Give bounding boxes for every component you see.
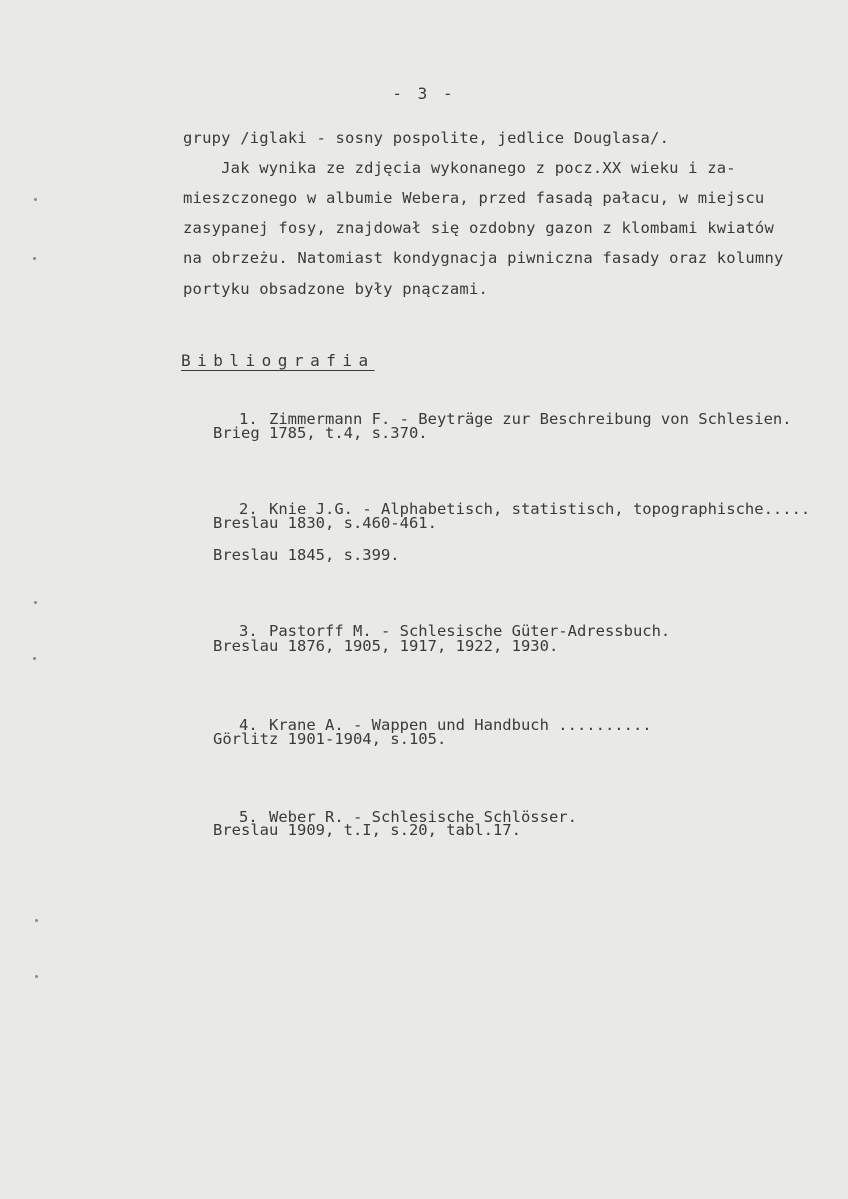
- bibliography-item-number: 4.: [239, 716, 258, 734]
- bibliography-item-number: 1.: [239, 410, 258, 428]
- bibliography-item-detail: Brieg 1785, t.4, s.370.: [213, 424, 428, 442]
- bibliography-item-detail: Breslau 1830, s.460-461.: [213, 514, 437, 532]
- scan-mark: [35, 975, 38, 978]
- bibliography-item-title: Zimmermann F. - Beyträge zur Beschreibung von Schlesien.: [269, 410, 792, 428]
- scan-mark: [34, 601, 37, 604]
- scan-mark: [35, 919, 38, 922]
- bibliography-item-title: Weber R. - Schlesische Schlösser.: [269, 808, 577, 826]
- bibliography-item-detail: Breslau 1876, 1905, 1917, 1922, 1930.: [213, 637, 559, 655]
- paragraph-line: mieszczonego w albumie Webera, przed fasadą pałacu, w miejscu: [183, 189, 765, 207]
- bibliography-item-number: 3.: [239, 622, 258, 640]
- page-number: - 3 -: [392, 84, 456, 103]
- bibliography-item-title: Pastorff M. - Schlesische Güter-Adressbuch.: [269, 622, 671, 640]
- scan-mark: [34, 198, 37, 201]
- bibliography-heading: Bibliografia: [181, 351, 375, 370]
- paragraph-line: portyku obsadzone były pnączami.: [183, 280, 489, 298]
- bibliography-item-detail: Görlitz 1901-1904, s.105.: [213, 730, 447, 748]
- paragraph-line: zasypanej fosy, znajdował się ozdobny gazon z klombami kwiatów: [183, 219, 774, 237]
- paragraph-line: Jak wynika ze zdjęcia wykonanego z pocz.XX wieku i za-: [183, 159, 736, 177]
- paragraph-line: na obrzeżu. Natomiast kondygnacja piwniczna fasady oraz kolumny: [183, 249, 784, 267]
- scan-mark: [33, 657, 36, 660]
- bibliography-item-detail: Breslau 1909, t.I, s.20, tabl.17.: [213, 821, 521, 839]
- bibliography-item-detail: Breslau 1845, s.399.: [213, 546, 400, 564]
- scan-mark: [33, 257, 36, 260]
- bibliography-item-number: 2.: [239, 500, 258, 518]
- paragraph-line: grupy /iglaki - sosny pospolite, jedlice Douglasa/.: [183, 129, 670, 147]
- bibliography-item-title: Krane A. - Wappen und Handbuch ..........: [269, 716, 652, 734]
- bibliography-item-number: 5.: [239, 808, 258, 826]
- bibliography-item-title: Knie J.G. - Alphabetisch, statistisch, topographische.....: [269, 500, 811, 518]
